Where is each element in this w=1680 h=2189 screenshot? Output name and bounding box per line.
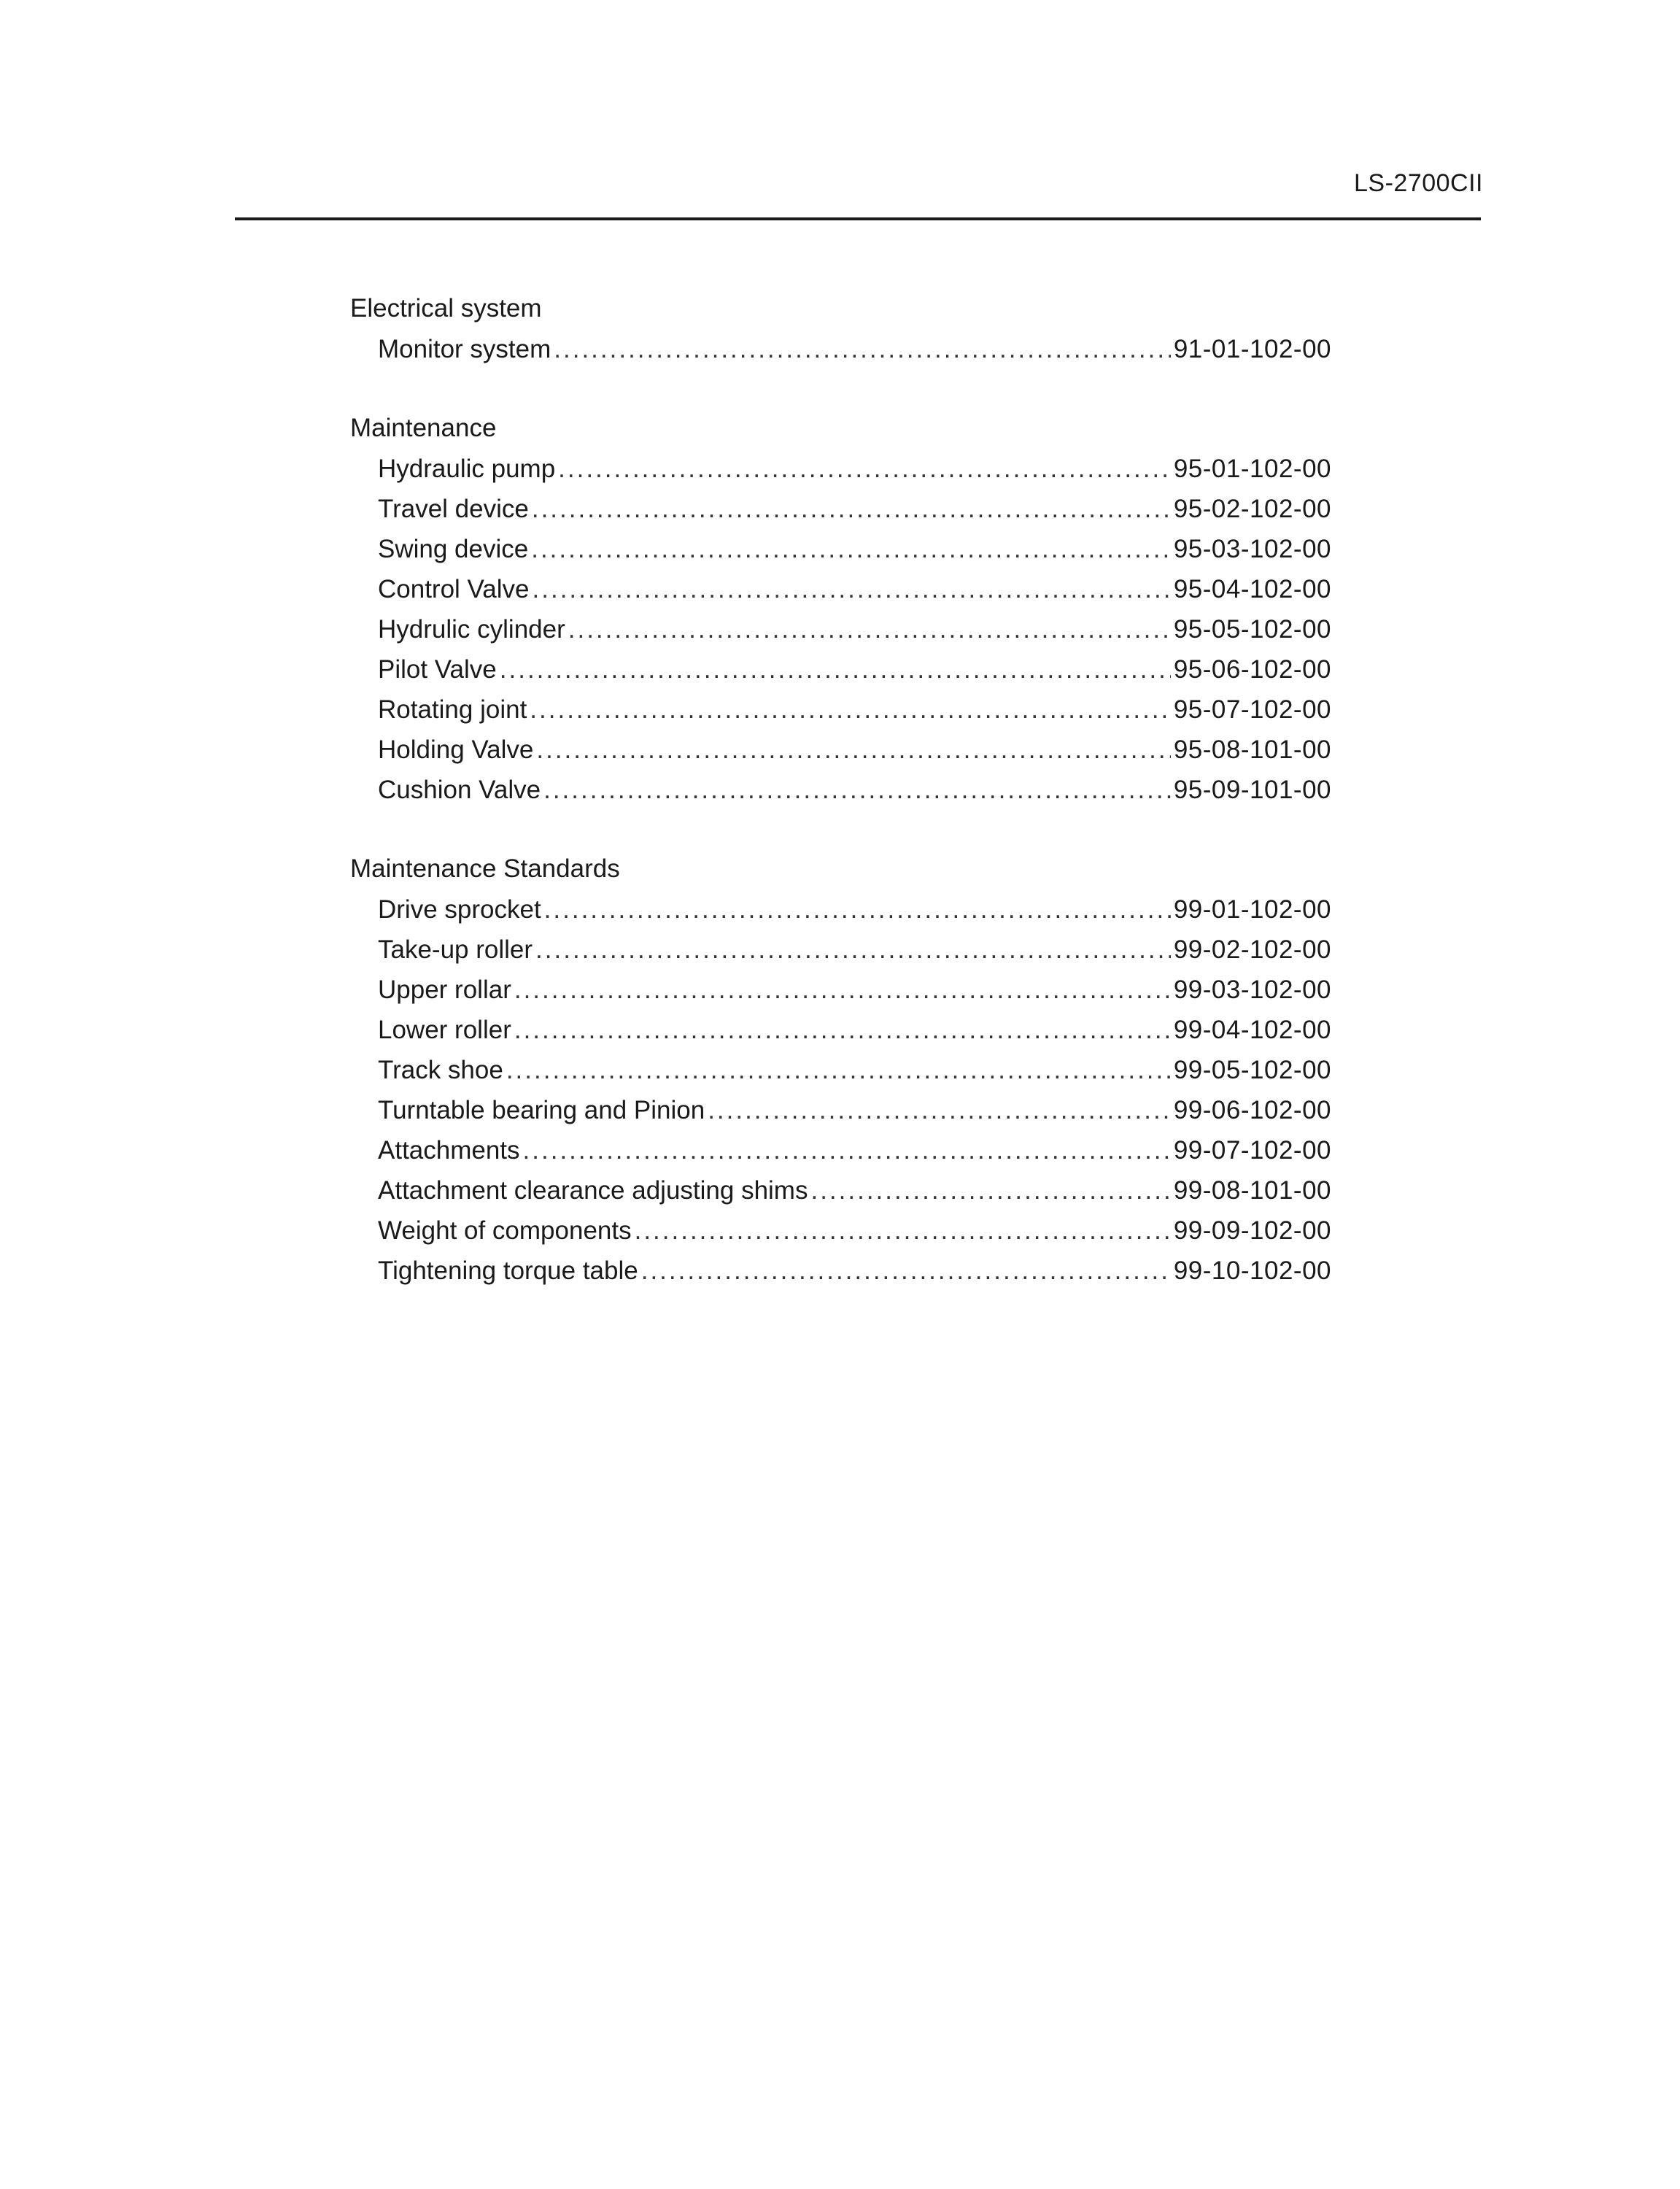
toc-entry — [378, 529, 1331, 569]
toc-entry — [378, 1010, 1331, 1050]
section-title: Maintenance — [350, 414, 497, 442]
toc-entry — [378, 690, 1331, 730]
toc-entry — [378, 489, 1331, 529]
toc-entry — [378, 649, 1331, 690]
entry-code: 95-09-101-00 — [1173, 776, 1331, 804]
dot-leader — [523, 1130, 1171, 1170]
dot-leader — [532, 489, 1171, 529]
toc-entry — [378, 770, 1331, 810]
dot-leader — [708, 1090, 1171, 1130]
table-of-contents — [350, 288, 1331, 1329]
toc-entry — [378, 930, 1331, 970]
dot-leader — [535, 930, 1171, 970]
dot-leader — [514, 1010, 1171, 1050]
dot-leader — [514, 970, 1171, 1010]
entry-label: Track shoe — [378, 1056, 503, 1084]
entry-code: 99-06-102-00 — [1173, 1096, 1331, 1124]
toc-entry — [378, 1211, 1331, 1251]
dot-leader — [500, 649, 1171, 690]
dot-leader — [530, 690, 1171, 730]
toc-section-electrical-system — [350, 288, 1331, 369]
entry-code: 95-04-102-00 — [1173, 575, 1331, 603]
dot-leader — [635, 1211, 1171, 1251]
toc-entry — [378, 1170, 1331, 1211]
toc-entry — [378, 970, 1331, 1010]
toc-section-maintenance — [350, 408, 1331, 810]
toc-entry — [378, 889, 1331, 930]
entry-label: Attachments — [378, 1136, 520, 1165]
entry-code: 99-09-102-00 — [1173, 1216, 1331, 1245]
entry-label: Drive sprocket — [378, 895, 541, 924]
entry-code: 95-05-102-00 — [1173, 615, 1331, 644]
dot-leader — [531, 529, 1171, 569]
dot-leader — [558, 449, 1171, 489]
dot-leader — [506, 1050, 1171, 1090]
entry-code: 99-07-102-00 — [1173, 1136, 1331, 1165]
entry-label: Hydraulic pump — [378, 455, 556, 483]
toc-entry — [378, 1130, 1331, 1170]
dot-leader — [568, 609, 1171, 649]
toc-entry — [378, 329, 1331, 369]
entry-code: 95-08-101-00 — [1173, 736, 1331, 764]
dot-leader — [810, 1170, 1170, 1211]
entry-code: 99-05-102-00 — [1173, 1056, 1331, 1084]
entry-label: Swing device — [378, 535, 529, 563]
entry-code: 95-01-102-00 — [1173, 455, 1331, 483]
entry-label: Hydrulic cylinder — [378, 615, 565, 644]
dot-leader — [641, 1251, 1171, 1291]
dot-leader — [533, 569, 1171, 609]
entry-code: 99-04-102-00 — [1173, 1016, 1331, 1044]
toc-entry — [378, 569, 1331, 609]
entry-label: Upper rollar — [378, 976, 511, 1004]
entry-code: 99-08-101-00 — [1173, 1176, 1331, 1205]
entry-label: Attachment clearance adjusting shims — [378, 1176, 808, 1205]
toc-entry — [378, 449, 1331, 489]
entry-code: 95-02-102-00 — [1173, 495, 1331, 523]
dot-leader — [536, 730, 1170, 770]
entry-code: 95-07-102-00 — [1173, 695, 1331, 724]
entry-code: 99-02-102-00 — [1173, 935, 1331, 964]
entry-label: Take-up roller — [378, 935, 533, 964]
toc-entry — [378, 1090, 1331, 1130]
entry-code: 99-03-102-00 — [1173, 976, 1331, 1004]
entry-label: Tightening torque table — [378, 1256, 638, 1285]
toc-entry — [378, 609, 1331, 649]
dot-leader — [544, 889, 1171, 930]
entry-label: Turntable bearing and Pinion — [378, 1096, 705, 1124]
entry-code: 99-01-102-00 — [1173, 895, 1331, 924]
entry-label: Pilot Valve — [378, 655, 497, 684]
section-title: Maintenance Standards — [350, 854, 620, 883]
entry-label: Lower roller — [378, 1016, 511, 1044]
entry-label: Holding Valve — [378, 736, 534, 764]
entry-label: Weight of components — [378, 1216, 632, 1245]
entry-code: 95-03-102-00 — [1173, 535, 1331, 563]
header-rule — [235, 217, 1481, 220]
section-title: Electrical system — [350, 294, 542, 323]
entry-label: Monitor system — [378, 335, 551, 363]
entry-code: 99-10-102-00 — [1173, 1256, 1331, 1285]
toc-entry — [378, 1251, 1331, 1291]
entry-label: Rotating joint — [378, 695, 527, 724]
toc-entry — [378, 1050, 1331, 1090]
dot-leader — [543, 770, 1171, 810]
document-code: LS-2700CII — [1354, 169, 1483, 197]
dot-leader — [554, 329, 1171, 369]
toc-entry — [378, 730, 1331, 770]
entry-code: 95-06-102-00 — [1173, 655, 1331, 684]
entry-label: Travel device — [378, 495, 529, 523]
entry-label: Control Valve — [378, 575, 530, 603]
entry-label: Cushion Valve — [378, 776, 541, 804]
toc-section-maintenance-standards — [350, 849, 1331, 1291]
entry-code: 91-01-102-00 — [1173, 335, 1331, 363]
